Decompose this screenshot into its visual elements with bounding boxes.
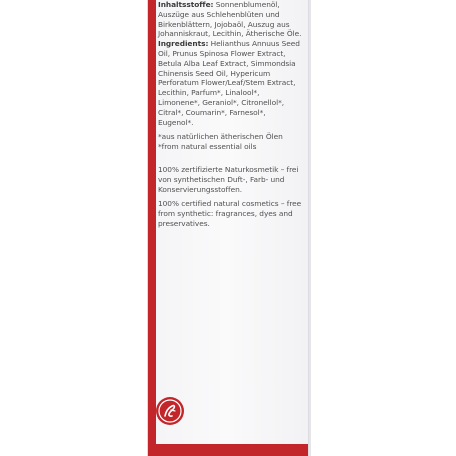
- product-box-side: [147, 0, 309, 456]
- brand-red-stripe: [148, 0, 156, 456]
- claim-en: 100% certified natural cosmetics – free from synthetic: fragrances, dyes and preservatives.: [158, 199, 302, 228]
- ingredients-text-block: [158, 0, 303, 229]
- brand-logo-icon: [156, 397, 184, 425]
- ingredients-de: [158, 0, 303, 39]
- ingredients-en-heading: Ingredients:: [158, 39, 209, 49]
- ingredients-en: [158, 39, 303, 127]
- footnote-en: *from natural essential oils: [158, 142, 257, 152]
- ingredients-de-body: Sonnenblumenöl, Auszüge aus Schlehenblüten und Birkenblättern, Jojobaöl, Auszug aus Johanniskraut, Lecithin, Ätherische Öle.: [158, 0, 302, 39]
- ingredients-de-heading: Inhaltsstoffe:: [158, 0, 214, 9]
- claim-de: 100% zertifizierte Naturkosmetik – frei von synthetischen Duft-, Farb- und Konservierungsstoffen.: [158, 164, 299, 194]
- box-edge-shadow: [309, 0, 311, 456]
- brand-red-bottom-band: [148, 444, 309, 456]
- ingredients-en-body: Helianthus Annuus Seed Oil, Prunus Spinosa Flower Extract, Betula Alba Leaf Extract, Simmondsia Chinensis Seed Oil, Hypericum Perforatum Flower/Leaf/Stem Extract, Lecithin, Parfum*, Linalool*, Limonene*, Geraniol*, Citronellol*, Citral*, Coumarin*, Farnesol*, Eugenol*.: [158, 39, 300, 127]
- footnote-de: *aus natürlichen ätherischen Ölen: [158, 132, 283, 142]
